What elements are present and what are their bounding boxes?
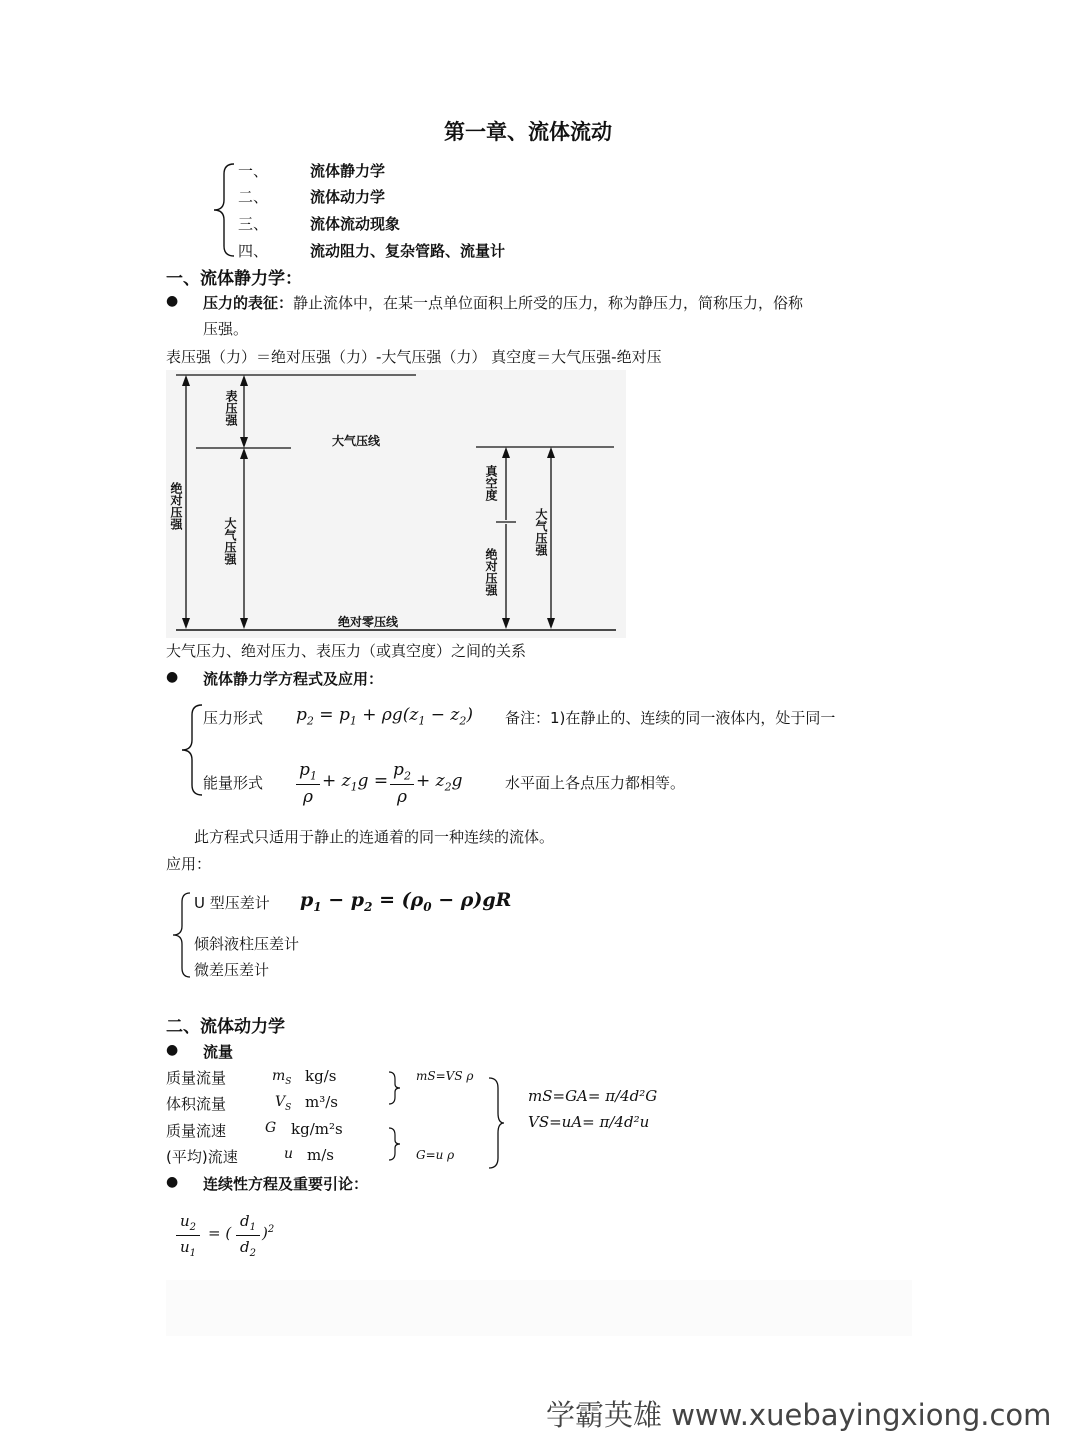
outline-num-2: 二、 bbox=[238, 188, 269, 206]
energy-form-label: 能量形式 bbox=[203, 774, 264, 792]
bullet-icon: ● bbox=[166, 1174, 179, 1190]
flow-row-unit-4: m/s bbox=[307, 1146, 334, 1164]
flow-row-unit-1: kg/s bbox=[305, 1067, 337, 1085]
outline-item-2: 流体动力学 bbox=[310, 188, 386, 206]
label-atm-left: 大气压强 bbox=[223, 517, 237, 565]
continuity-frac-left: $u_2$ $u_1$ bbox=[176, 1212, 200, 1259]
equation-brace bbox=[178, 702, 206, 798]
energy-frac-left: $p_1$ ρ bbox=[296, 760, 320, 807]
continuity-eq-end: )$^2$ bbox=[262, 1224, 275, 1242]
pressure-form-equation: $p_2 = p_1 + \rho g(z_1 - z_2)$ bbox=[296, 705, 474, 728]
bullet-pressure-cont: 压强。 bbox=[203, 320, 249, 338]
continuity-eq: = ( bbox=[208, 1224, 232, 1242]
flow-row-sym-3: G bbox=[265, 1120, 277, 1136]
flow-row-unit-3: kg/m²s bbox=[291, 1120, 343, 1138]
outline-item-1: 流体静力学 bbox=[310, 162, 386, 180]
flow-row-name-4: (平均)流速 bbox=[166, 1148, 238, 1166]
bullet-flow: 流量 bbox=[203, 1043, 234, 1061]
flow-row-name-2: 体积流量 bbox=[166, 1095, 227, 1113]
bullet-icon: ● bbox=[166, 669, 179, 685]
applicability-note: 此方程式只适用于静止的连通着的同一种连续的流体。 bbox=[194, 828, 555, 846]
equation-volume-flow: VS=uA= π/4d²u bbox=[528, 1113, 650, 1131]
relation-mass-volume: mS=VS ρ bbox=[416, 1069, 474, 1083]
label-gauge: 表压强 bbox=[224, 390, 238, 426]
bullet-pressure-text: 静止流体中，在某一点单位面积上所受的压力，称为静压力，简称压力，俗称 bbox=[293, 294, 804, 312]
flow-row-sym-4: u bbox=[284, 1146, 294, 1162]
label-atm-line: 大气压线 bbox=[332, 434, 381, 448]
app-u-tube: U 型压差计 bbox=[194, 894, 270, 912]
page-title: 第一章、流体流动 bbox=[444, 120, 612, 144]
app-micro: 微差压差计 bbox=[194, 961, 270, 979]
energy-end: + $z_2g$ bbox=[416, 771, 463, 794]
pressure-form-label: 压力形式 bbox=[203, 709, 264, 727]
bullet-statics-equation: 流体静力学方程式及应用： bbox=[203, 670, 384, 688]
application-brace bbox=[170, 890, 194, 980]
label-absolute-left: 绝对压强 bbox=[169, 482, 183, 530]
label-atm-right: 大气压强 bbox=[534, 508, 548, 556]
flow-row-sym-1: $m_S$ bbox=[272, 1068, 292, 1087]
flow-row-sym-2: $V_S$ bbox=[275, 1094, 292, 1113]
outline-num-1: 一、 bbox=[238, 162, 269, 180]
section-heading-dynamics: 二、流体动力学 bbox=[166, 1017, 285, 1037]
energy-mid: + $z_1g$ = bbox=[322, 771, 389, 794]
outline-brace bbox=[208, 160, 238, 260]
flow-row-unit-2: m³/s bbox=[305, 1093, 338, 1111]
label-vacuum: 真空度 bbox=[484, 465, 498, 501]
bullet-pressure bbox=[203, 292, 803, 313]
big-brace bbox=[486, 1076, 506, 1170]
relation-line: 表压强（力）＝绝对压强（力）-大气压强（力） 真空度＝大气压强-绝对压 bbox=[166, 348, 662, 366]
label-absolute-right: 绝对压强 bbox=[484, 548, 498, 596]
outline-num-4: 四、 bbox=[238, 242, 269, 260]
energy-frac-right: $p_2$ ρ bbox=[390, 760, 414, 807]
section-heading-statics: 一、流体静力学： bbox=[166, 269, 302, 289]
label-zero-line: 绝对零压线 bbox=[338, 615, 399, 629]
outline-item-4: 流动阻力、复杂管路、流量计 bbox=[310, 242, 506, 260]
flow-row-name-1: 质量流量 bbox=[166, 1069, 227, 1087]
relation-mass-velocity: G=u ρ bbox=[416, 1148, 455, 1162]
equation-mass-flow: mS=GA= π/4d²G bbox=[528, 1087, 658, 1105]
faded-region bbox=[166, 1280, 912, 1336]
bullet-icon: ● bbox=[166, 293, 179, 309]
outline-num-3: 三、 bbox=[238, 215, 269, 233]
application-label: 应用： bbox=[166, 855, 212, 873]
app-inclined: 倾斜液柱压差计 bbox=[194, 935, 300, 953]
continuity-frac-right: $d_1$ $d_2$ bbox=[236, 1212, 260, 1259]
u-tube-equation: $p_1 - p_2 = (\rho_0 - \rho)gR$ bbox=[300, 889, 512, 914]
bullet-pressure-label: 压力的表征： bbox=[203, 294, 294, 312]
watermark: 学霸英雄 www.xuebayingxiong.com bbox=[546, 1398, 1052, 1432]
outline-item-3: 流体流动现象 bbox=[310, 215, 401, 233]
diagram-caption: 大气压力、绝对压力、表压力（或真空度）之间的关系 bbox=[166, 642, 527, 660]
rel-brace-2 bbox=[386, 1126, 402, 1162]
bullet-continuity: 连续性方程及重要引论： bbox=[203, 1175, 369, 1193]
flow-row-name-3: 质量流速 bbox=[166, 1122, 227, 1140]
rel-brace-1 bbox=[386, 1070, 402, 1106]
bullet-icon: ● bbox=[166, 1042, 179, 1058]
note-line-2: 水平面上各点压力都相等。 bbox=[505, 774, 686, 792]
note-line-1: 备注：1)在静止的、连续的同一液体内，处于同一 bbox=[505, 709, 836, 727]
